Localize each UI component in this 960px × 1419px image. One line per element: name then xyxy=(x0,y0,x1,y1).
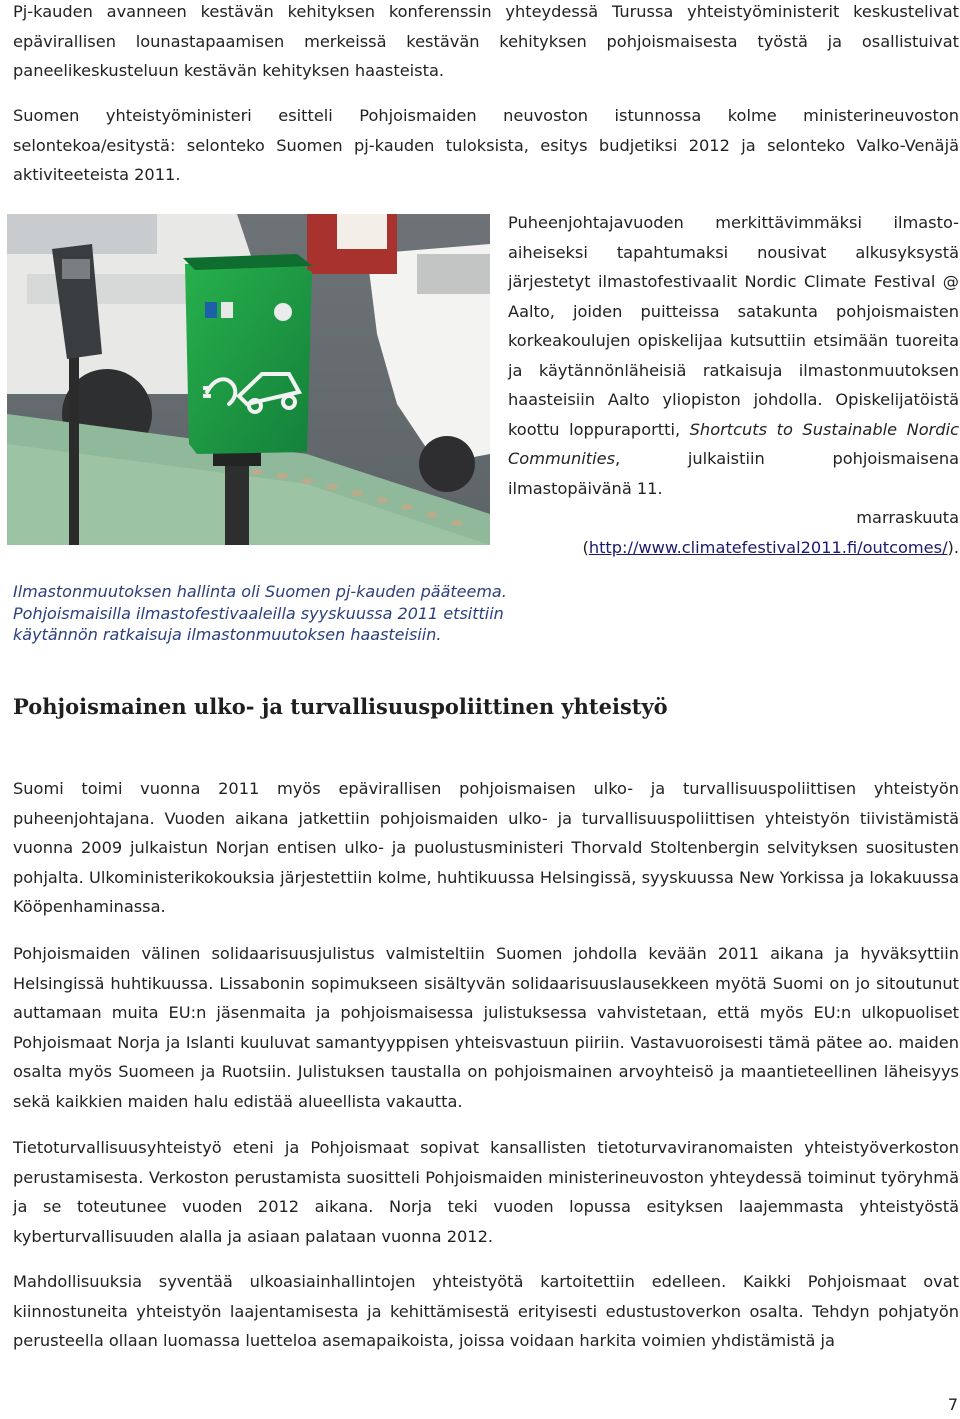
photo-ev-charging-station xyxy=(7,214,490,545)
paragraph-foreign-security-chair: Suomi toimi vuonna 2011 myös epävirallisen pohjoismaisen ulko- ja turvallisuuspoliittisen yhteistyön puheenjohtajana. Vuoden aikana jatkettiin pohjoismaiden ulko- ja turvallisuuspoliittisen yhteistyön tiivistämistä vuonna 2009 julkaistun Norjan entisen ulko- ja puolustusministeri Thorvald Stoltenbergin selvityksen suositusten pohjalta. Ulkoministerikokouksia järjestettiin kolme, huhtikuussa Helsingissä, syyskuussa New Yorkissa ja lokakuussa Kööpenhaminassa. xyxy=(13,779,959,916)
paragraph-sustainable-dev-conference: Pj-kauden avanneen kestävän kehityksen konferenssin yhteydessä Turussa yhteistyöministerit keskustelivat epävirallisen lounastapaamisen merkeissä kestävän kehityksen pohjoismaisesta työstä ja osallistuivat paneelikeskusteluun kestävän kehityksen haasteista. xyxy=(13,2,959,80)
photo-caption: Ilmastonmuutoksen hallinta oli Suomen pj-kauden pääteema. Pohjoismaisilla ilmastofestivaaleilla syyskuussa 2011 etsittiin käytännön ratkaisuja ilmastonmuutoksen haasteisiin. xyxy=(13,582,507,644)
document-page xyxy=(13,0,959,1419)
date-line: marraskuuta xyxy=(856,508,959,527)
climate-festival-text: Puheenjohtajavuoden merkittävimmäksi ilmasto-aiheiseksi tapahtumaksi nousivat alkusyksystä järjestetyt ilmastofestivaalit Nordic Climate Festival @ Aalto, joiden puitteissa satakunta pohjoismaisten korkeakoulujen opiskelijaa kutsuttiin etsimään tuoreita ja käytännönläheisiä ratkaisuja ilmastonmuutoksen haasteisiin Aalto yliopiston johdolla. Opiskelijatöistä koottu loppuraportti, xyxy=(508,213,959,439)
climate-festival-link[interactable]: http://www.climatefestival2011.fi/outcomes/ xyxy=(588,537,948,557)
link-open-paren: ( xyxy=(582,537,589,557)
paragraph-foreign-service-cooperation: Mahdollisuuksia syventää ulkoasiainhallintojen yhteistyötä kartoitettiin edelleen. Kaikki Pohjoismaat ovat kiinnostuneita yhteistyön laajentamisesta ja kehittämisestä erityisesti edustustoverkon osalta. Tehdyn pohjatyön perusteella ollaan luomassa luetteloa asemapaikoista, joissa voidaan harkita voimien yhdistämistä ja xyxy=(13,1272,959,1350)
link-close-paren: ). xyxy=(947,537,959,557)
report-title: Shortcuts to Sustainable Nordic Communities xyxy=(508,419,959,468)
link-line xyxy=(508,533,959,563)
paragraph-council-session: Suomen yhteistyöministeri esitteli Pohjoismaiden neuvoston istunnossa kolme ministerineuvoston selontekoa/esitystä: selonteko Suomen pj-kauden tuloksista, esitys budjetiksi 2012 ja selonteko Valko-Venäjä aktiviteeteista 2011. xyxy=(13,106,959,184)
sidebar-climate-festival xyxy=(508,208,959,562)
page-number: 7 xyxy=(947,1395,958,1414)
paragraph-solidarity-declaration: Pohjoismaiden välinen solidaarisuusjulistus valmisteltiin Suomen johdolla kevään 2011 aikana ja hyväksyttiin Helsingissä huhtikuussa. Lissabonin sopimukseen sisältyvän solidaarisuuslausekkeen myötä Suomi on jo sitoutunut auttamaan muita EU:n jäsenmaita ja pohjoismaisessa julistuksessa vahvistetaan, että myös EU:n ulkopuoliset Pohjoismaat Norja ja Islanti kuuluvat samantyyppisen yhteisvastuun piiriin. Vastavuoroisesti tämä pätee ao. maiden osalta myös Suomeen ja Ruotsiin. Julistuksen taustalla on pohjoismainen arvoyhteisö ja maantieteellinen läheisyys sekä kaikkien maiden halu edistää alueellista vakautta. xyxy=(13,944,959,1111)
section-heading: Pohjoismainen ulko- ja turvallisuuspoliittinen yhteistyö xyxy=(13,694,668,719)
climate-festival-text-end: , julkaistiin pohjoismaisena ilmastopäivänä 11. xyxy=(508,449,959,498)
paragraph-climate-festival xyxy=(508,208,959,503)
paragraph-information-security: Tietoturvallisuusyhteistyö eteni ja Pohjoismaat sopivat kansallisten tietoturvaviranomaisten yhteistyöverkoston perustamisesta. Verkoston perustamista suositteli Pohjoismaiden ministerineuvoston yhteydessä toiminut työryhmä ja se toteutunee vuoden 2012 aikana. Norja teki vuoden lopussa esityksen laajemmasta yhteistyöstä kyberturvallisuuden alalla ja asiaan palataan vuonna 2012. xyxy=(13,1138,959,1246)
